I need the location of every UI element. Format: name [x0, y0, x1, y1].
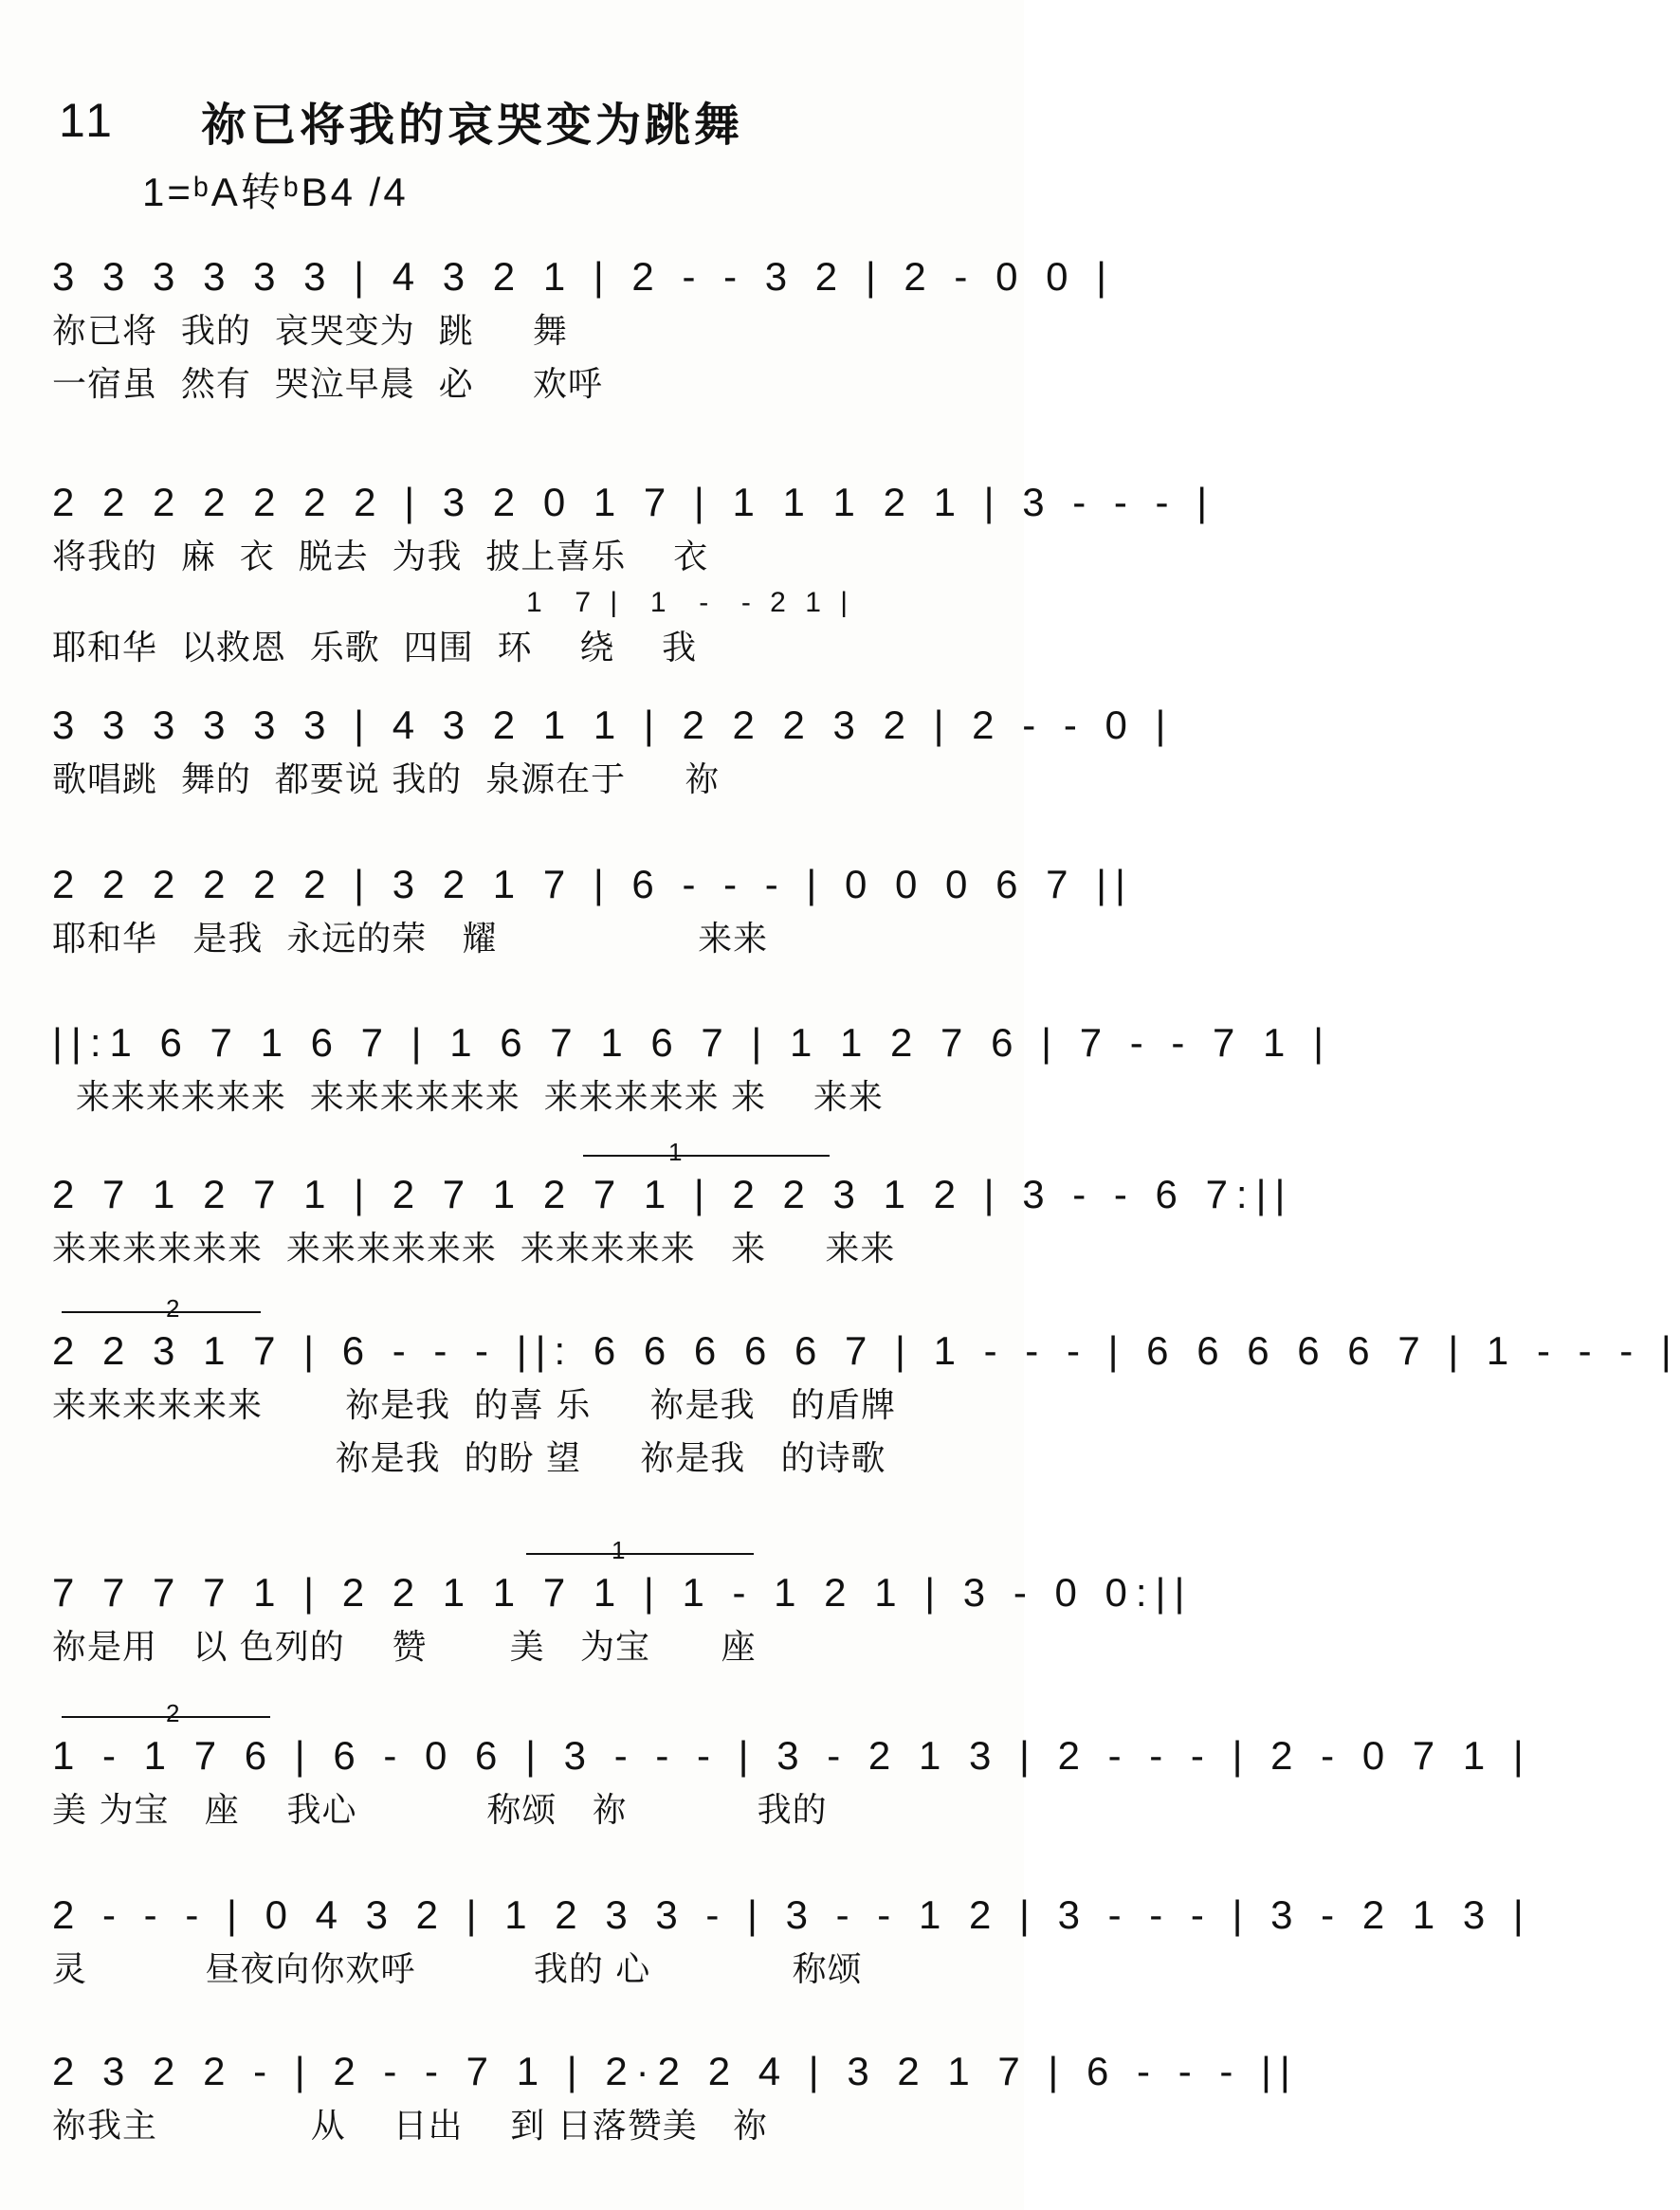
lyric-line: 耶和华 是我 永远的荣 耀 来来	[52, 920, 769, 959]
lyric-line: 耶和华 以救恩 乐歌 四围 环 绕 我	[52, 629, 698, 667]
lyric-line: 灵 昼夜向你欢呼 我的 心 称颂	[52, 1950, 863, 1989]
notes-line: 2 2 2 2 2 2 2 | 3 2 0 1 7 | 1 1 1 2 1 | 3 - - - |	[52, 480, 1216, 524]
system-9	[52, 1699, 1532, 1837]
ending-line	[526, 1553, 754, 1555]
system-5	[52, 1014, 1332, 1124]
song-number: 11	[59, 94, 116, 147]
notes-line: 1 - 1 7 6 | 6 - 0 6 | 3 - - - | 3 - 2 1 3 | 2 - - - | 2 - 0 7 1 |	[52, 1733, 1532, 1778]
notes-line: 2 7 1 2 7 1 | 2 7 1 2 7 1 | 2 2 3 1 2 | 3 - - 6 7:||	[52, 1172, 1294, 1216]
lyric-line: 祢已将 我的 哀哭变为 跳 舞	[52, 312, 568, 351]
key-signature: 1=ᵇA转ᵇB4 /4	[142, 170, 409, 214]
ending-marker: 1	[612, 1536, 626, 1564]
lyric-line: 来来来来来来 祢是我 的喜 乐 祢是我 的盾牌	[52, 1386, 896, 1425]
ending-marker: 2	[166, 1294, 180, 1323]
lyric-line: 来来来来来来 来来来来来来 来来来来来 来 来来	[52, 1230, 896, 1269]
system-11	[52, 2043, 1299, 2153]
notes-line: 2 3 2 2 - | 2 - - 7 1 | 2·2 2 4 | 3 2 1 7 | 6 - - - ||	[52, 2049, 1299, 2093]
system-6	[52, 1138, 1294, 1276]
notes-line: 2 2 3 1 7 | 6 - - - ||: 6 6 6 6 6 7 | 1 - - - | 6 6 6 6 6 7 | 1 - - - |	[52, 1328, 1680, 1373]
lyric-line: 祢是我 的盼 望 祢是我 的诗歌	[52, 1439, 886, 1478]
lyric-line: 祢是用 以 色列的 赞 美 为宝 座	[52, 1628, 757, 1667]
song-title: 祢已将我的哀哭变为跳舞	[201, 98, 744, 152]
notes-line: 2 2 2 2 2 2 | 3 2 1 7 | 6 - - - | 0 0 0 6 7 ||	[52, 862, 1134, 906]
lyric-line: 美 为宝 座 我心 称颂 祢 我的	[52, 1791, 828, 1830]
notes-line: 7 7 7 7 1 | 2 2 1 1 7 1 | 1 - 1 2 1 | 3 - 0 0:||	[52, 1570, 1194, 1615]
notes-line: ||:1 6 7 1 6 7 | 1 6 7 1 6 7 | 1 1 2 7 6 | 7 - - 7 1 |	[52, 1020, 1332, 1065]
ending-marker: 2	[166, 1699, 180, 1727]
alternate-notes: 1 7 | 1 - - 2 1 |	[526, 587, 854, 618]
lyric-line: 将我的 麻 衣 脱去 为我 披上喜乐 衣	[52, 538, 709, 576]
system-8	[52, 1536, 1194, 1674]
lyric-line: 歌唱跳 舞的 都要说 我的 泉源在于 祢	[52, 760, 721, 799]
title-row	[59, 87, 743, 154]
notes-line: 2 - - - | 0 4 3 2 | 1 2 3 3 - | 3 - - 1 2 | 3 - - - | 3 - 2 1 3 |	[52, 1892, 1532, 1937]
ending-line	[62, 1311, 261, 1313]
lyric-line: 来来来来来来 来来来来来来 来来来来来 来 来来	[52, 1078, 884, 1117]
system-2	[52, 474, 1216, 675]
notes-line: 3 3 3 3 3 3 | 4 3 2 1 1 | 2 2 2 3 2 | 2 - - 0 |	[52, 703, 1175, 747]
lyric-line: 祢我主 从 日出 到 日落赞美 祢	[52, 2107, 769, 2146]
system-4	[52, 856, 1134, 966]
ending-line	[583, 1155, 830, 1157]
system-7	[52, 1294, 1680, 1486]
system-3	[52, 697, 1175, 807]
notes-line: 3 3 3 3 3 3 | 4 3 2 1 | 2 - - 3 2 | 2 - 0 0 |	[52, 254, 1116, 299]
system-1	[52, 248, 1116, 411]
ending-line	[62, 1716, 270, 1718]
lyric-line: 一宿虽 然有 哭泣早晨 必 欢呼	[52, 365, 603, 404]
system-10	[52, 1887, 1532, 1997]
ending-marker: 1	[668, 1138, 683, 1166]
